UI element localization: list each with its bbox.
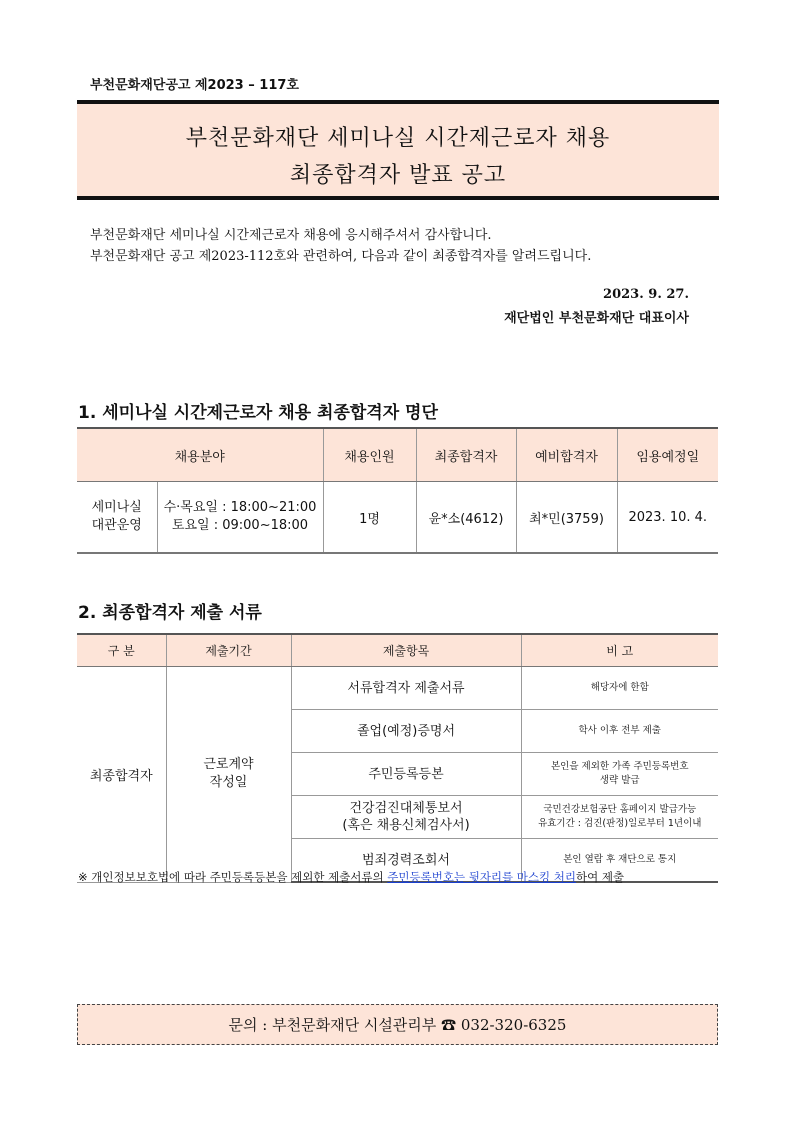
footnote [78, 868, 718, 887]
doc-item: 건강검진대체통보서 (혹은 채용신체검사서) [291, 796, 521, 839]
doc-note: 국민건강보험공단 홈페이지 발급가능 유효기간 : 검진(판정)일로부터 1년이내 [521, 796, 718, 839]
start-date: 2023. 10. 4. [617, 482, 718, 554]
doc-item: 범죄경력조회서 [291, 839, 521, 883]
doc-note: 본인 열람 후 재단으로 통지 [521, 839, 718, 883]
announcement-date: 2023. 9. 27. [603, 287, 689, 302]
schedule-weekday: 수·목요일 : 18:00~21:00 [163, 500, 317, 515]
hire-count: 1명 [323, 482, 416, 554]
table-header-row [77, 428, 718, 482]
header-category: 구 분 [77, 634, 166, 667]
phone-icon: ☎ [441, 1016, 457, 1034]
submission-period: 근로계약 작성일 [166, 667, 291, 883]
header-field: 채용분야 [77, 428, 323, 482]
intro-text [90, 225, 591, 267]
footnote-suffix: 하여 제출 [576, 870, 625, 884]
header-count: 채용인원 [323, 428, 416, 482]
title-box [77, 100, 719, 200]
header-reserve: 예비합격자 [516, 428, 617, 482]
table-header-row [77, 634, 718, 667]
table-row [77, 667, 718, 710]
doc-item: 졸업(예정)증명서 [291, 710, 521, 753]
section-1-heading: 1. 세미나실 시간제근로자 채용 최종합격자 명단 [78, 403, 438, 423]
contact-box [77, 1004, 718, 1045]
contact-phone: 032-320-6325 [460, 1016, 567, 1034]
title-line-1: 부천문화재단 세미나실 시간제근로자 채용 [185, 126, 611, 151]
documents-table [77, 633, 718, 883]
notice-number: 부천문화재단공고 제2023 – 117호 [90, 78, 299, 93]
work-schedule [157, 482, 323, 554]
header-period: 제출기간 [166, 634, 291, 667]
final-candidates-table [77, 427, 718, 554]
section-2-heading: 2. 최종합격자 제출 서류 [78, 603, 262, 623]
contact-label: 문의 : 부천문화재단 시설관리부 [228, 1016, 437, 1034]
reserve-candidate: 최*민(3759) [516, 482, 617, 554]
final-candidate: 윤*소(4612) [416, 482, 516, 554]
header-final: 최종합격자 [416, 428, 516, 482]
category: 최종합격자 [77, 667, 166, 883]
doc-note: 본인을 제외한 가족 주민등록번호 생략 발급 [521, 753, 718, 796]
footnote-highlight: 주민등록번호는 뒷자리를 마스킹 처리 [387, 870, 577, 884]
schedule-saturday: 토요일 : 09:00~18:00 [171, 518, 309, 533]
header-note: 비 고 [521, 634, 718, 667]
intro-line-2: 부천문화재단 공고 제2023-112호와 관련하여, 다음과 같이 최종합격자를 알려드립니다. [90, 249, 592, 264]
footnote-prefix: ※ 개인정보보호법에 따라 주민등록등본을 제외한 제출서류의 [78, 870, 388, 884]
header-start-date: 임용예정일 [617, 428, 718, 482]
table-row [77, 482, 718, 554]
doc-item: 서류합격자 제출서류 [291, 667, 521, 710]
doc-note: 해당자에 한함 [521, 667, 718, 710]
header-item: 제출항목 [291, 634, 521, 667]
doc-item: 주민등록등본 [291, 753, 521, 796]
intro-line-1: 부천문화재단 세미나실 시간제근로자 채용에 응시해주셔서 감사합니다. [90, 228, 492, 243]
field-name: 세미나실 대관운영 [77, 482, 157, 554]
doc-note: 학사 이후 전부 제출 [521, 710, 718, 753]
title-line-2: 최종합격자 발표 공고 [289, 163, 507, 188]
issuer: 재단법인 부천문화재단 대표이사 [504, 311, 689, 326]
